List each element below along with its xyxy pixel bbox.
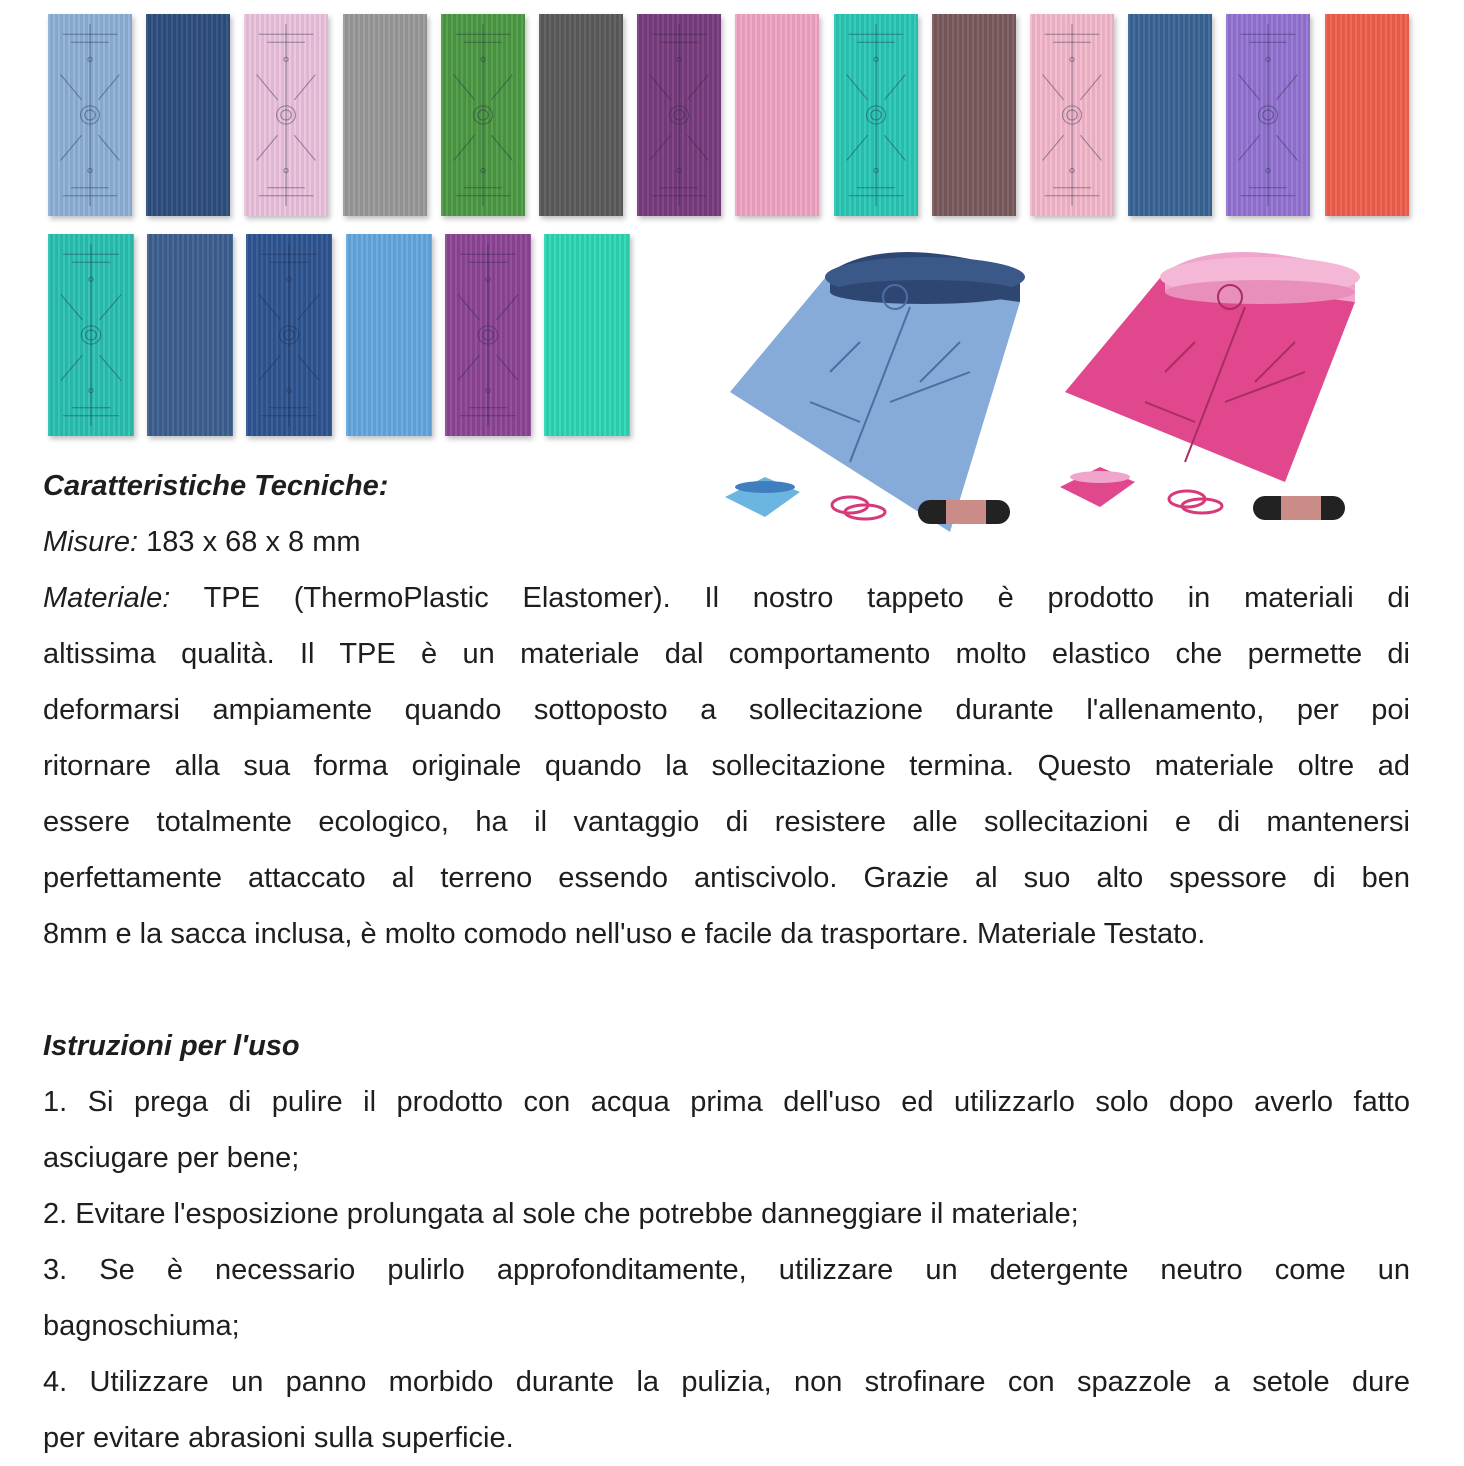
material-line-4: ritornare alla sua forma originale quando la sollecitazione termina. Questo materiale oltre ad [43,750,1410,782]
mat-swatch-brown [932,14,1016,216]
mat-swatch-gray [343,14,427,216]
blue-yoga-mat-product-image [720,232,1030,532]
material-line-5: essere totalmente ecologico, ha il vantaggio di resistere alle sollecitazioni e di mantenersi [43,806,1410,838]
mat-swatch-aqua [544,234,630,436]
mat-swatch-royal-blue-guide [246,234,332,436]
mat-swatch-plum-guide [445,234,531,436]
instruction-line-2: asciugare per bene; [43,1142,300,1174]
instruction-line-4: 3. Se è necessario pulirlo approfonditamente, utilizzare un detergente neutro come un [43,1254,1410,1286]
instructions-heading: Istruzioni per l'uso [43,1030,300,1062]
mat-swatch-light-blue-guide [48,14,132,216]
mat-swatch-pink [735,14,819,216]
mat-swatch-sky-blue [346,234,432,436]
material-line-2: altissima qualità. Il TPE è un materiale dal comportamento molto elastico che permette di [43,638,1410,670]
mat-swatch-navy-blue [146,14,230,216]
instruction-line-7: per evitare abrasioni sulla superficie. [43,1422,514,1454]
material-line-3: deformarsi ampiamente quando sottoposto a sollecitazione durante l'allenamento, per poi [43,694,1410,726]
mat-swatch-coral [1325,14,1409,216]
size-value: 183 x 68 x 8 mm [138,526,361,558]
mat-swatch-dark-gray [539,14,623,216]
instruction-line-1: 1. Si prega di pulire il prodotto con acqua prima dell'uso ed utilizzarlo solo dopo averlo fatto [43,1086,1410,1118]
mat-swatch-turquoise-guide [834,14,918,216]
size-spec [43,514,361,570]
material-line-6: perfettamente attaccato al terreno essendo antiscivolo. Grazie al suo alto spessore di ben [43,862,1410,894]
mat-swatch-green-guide [441,14,525,216]
mat-swatch-teal-guide [48,234,134,436]
specs-heading: Caratteristiche Tecniche: [43,470,389,502]
size-label: Misure: [43,526,139,558]
mat-swatch-light-pink-guide [1030,14,1114,216]
material-line-1: Materiale: TPE (ThermoPlastic Elastomer). Il nostro tappeto è prodotto in materiali di [43,582,1410,614]
material-line-7: 8mm e la sacca inclusa, è molto comodo nell'uso e facile da trasportare. Materiale Testato. [43,918,1206,950]
mat-swatch-steel-blue [1128,14,1212,216]
mat-swatch-violet-guide [1226,14,1310,216]
instruction-line-3: 2. Evitare l'esposizione prolungata al sole che potrebbe danneggiare il materiale; [43,1198,1079,1230]
material-label: Materiale: [43,582,171,614]
mat-swatch-denim-blue [147,234,233,436]
mat-swatch-purple-guide [637,14,721,216]
instruction-line-5: bagnoschiuma; [43,1310,240,1342]
instruction-line-6: 4. Utilizzare un panno morbido durante la pulizia, non strofinare con spazzole a setole dure [43,1366,1410,1398]
pink-yoga-mat-product-image [1055,232,1365,532]
mat-swatch-pink-guide [244,14,328,216]
